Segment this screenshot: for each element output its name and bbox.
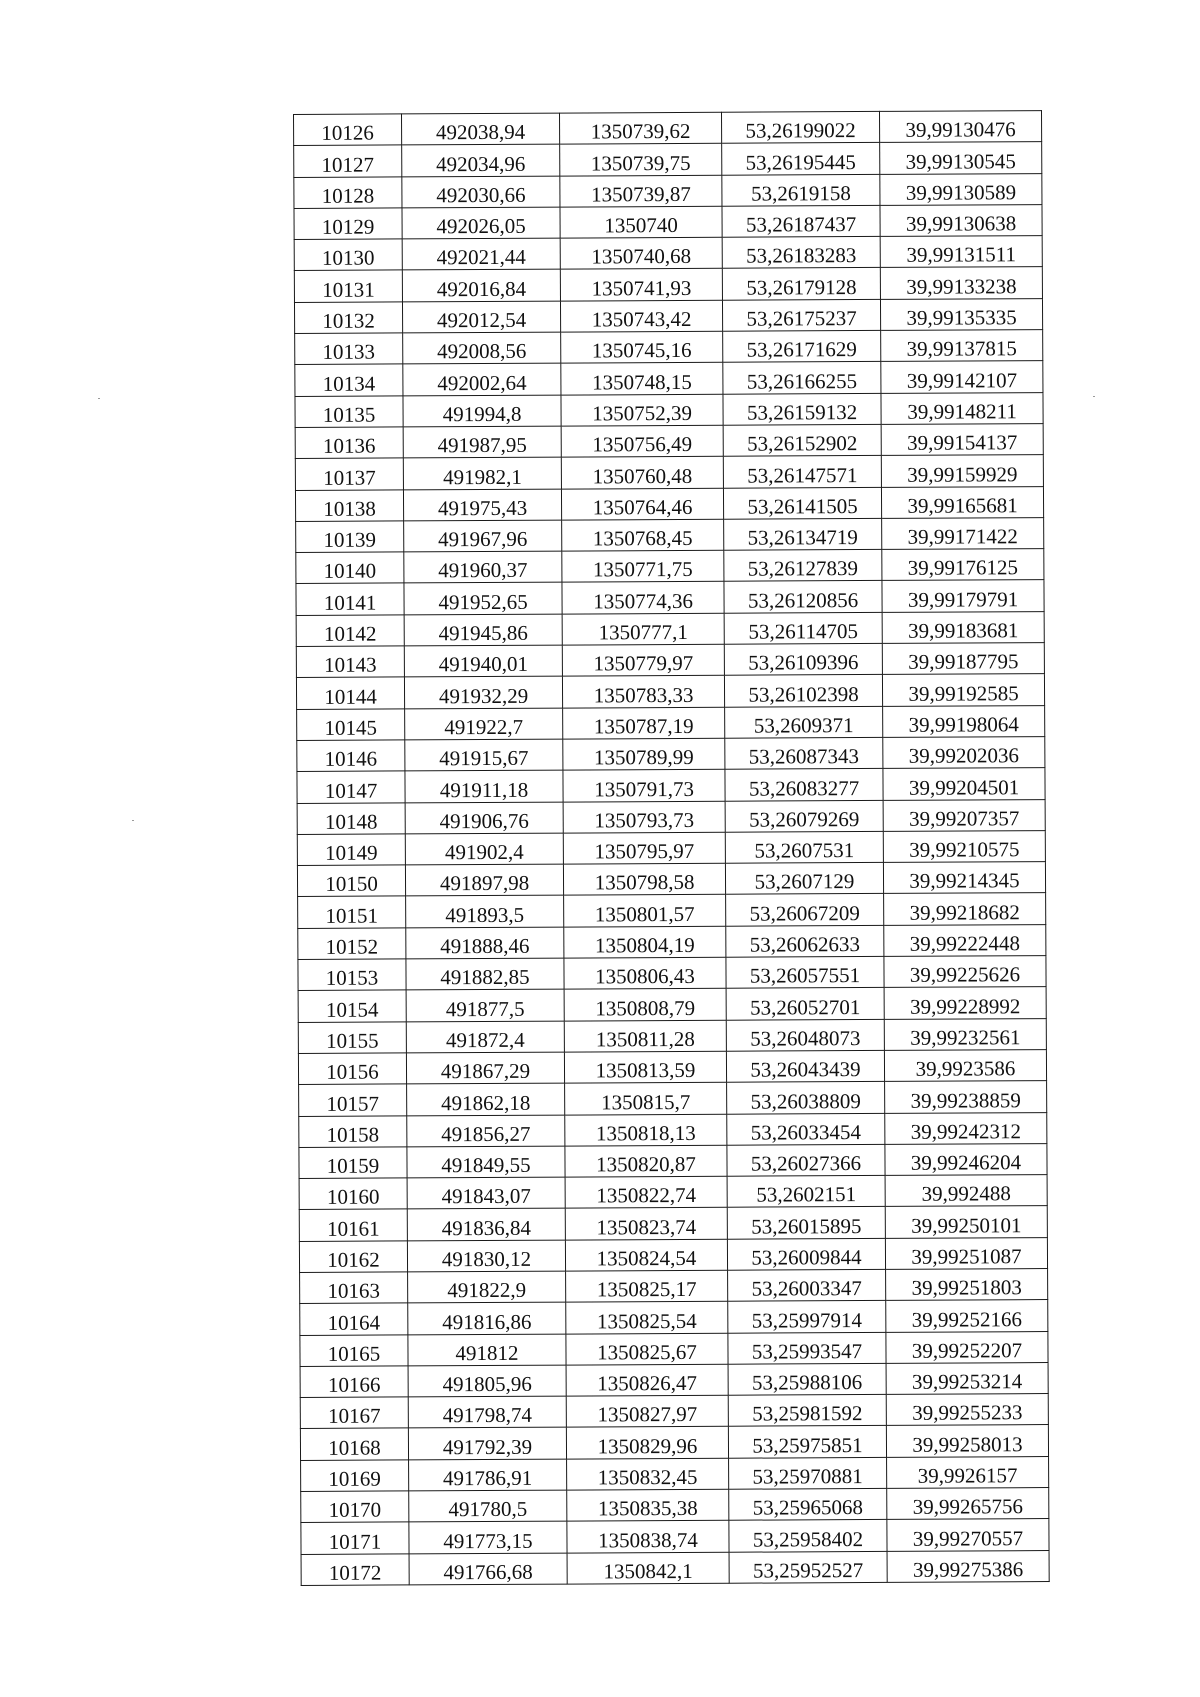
longitude-cell: 39,99165681 [881, 486, 1043, 518]
latitude-cell: 53,26147571 [723, 456, 881, 488]
latitude-cell: 53,2607129 [725, 863, 883, 895]
table-row [301, 1488, 1049, 1523]
y-coordinate-cell: 1350813,59 [564, 1051, 726, 1083]
longitude-cell: 39,99137815 [881, 330, 1043, 362]
latitude-cell: 53,2602151 [727, 1176, 885, 1208]
point-number-cell: 10169 [301, 1460, 409, 1492]
point-number-cell: 10141 [296, 583, 404, 615]
latitude-cell: 53,26057551 [726, 956, 884, 988]
latitude-cell: 53,2607531 [725, 831, 883, 863]
longitude-cell: 39,99179791 [882, 580, 1044, 612]
longitude-cell: 39,99250101 [885, 1206, 1047, 1238]
longitude-cell: 39,99246204 [885, 1143, 1047, 1175]
longitude-cell: 39,99148211 [881, 392, 1043, 424]
x-coordinate-cell: 491867,29 [406, 1052, 564, 1084]
longitude-cell: 39,99130589 [880, 173, 1042, 205]
longitude-cell: 39,99131511 [880, 236, 1042, 268]
x-coordinate-cell: 492008,56 [403, 332, 561, 364]
y-coordinate-cell: 1350808,79 [564, 989, 726, 1021]
x-coordinate-cell: 491952,65 [404, 583, 562, 615]
table-row [299, 1175, 1047, 1210]
point-number-cell: 10151 [298, 896, 406, 928]
x-coordinate-cell: 491849,55 [407, 1146, 565, 1178]
y-coordinate-cell: 1350793,73 [563, 801, 725, 833]
point-number-cell: 10139 [296, 521, 404, 553]
x-coordinate-cell: 491915,67 [405, 739, 563, 771]
x-coordinate-cell: 491877,5 [406, 989, 564, 1021]
scan-speck [132, 820, 134, 821]
y-coordinate-cell: 1350745,16 [561, 331, 723, 363]
table-row [295, 486, 1043, 521]
longitude-cell: 39,99255233 [886, 1394, 1048, 1426]
table-row [298, 1018, 1046, 1053]
table-row [300, 1362, 1048, 1397]
x-coordinate-cell: 491994,8 [403, 395, 561, 427]
latitude-cell: 53,26079269 [725, 800, 883, 832]
longitude-cell: 39,99270557 [887, 1519, 1049, 1551]
point-number-cell: 10165 [300, 1334, 408, 1366]
x-coordinate-cell: 491780,5 [409, 1490, 567, 1522]
x-coordinate-cell: 492002,64 [403, 363, 561, 395]
x-coordinate-cell: 491982,1 [403, 457, 561, 489]
longitude-cell: 39,99130545 [880, 142, 1042, 174]
y-coordinate-cell: 1350764,46 [561, 488, 723, 520]
latitude-cell: 53,26038809 [727, 1082, 885, 1114]
point-number-cell: 10143 [296, 646, 404, 678]
latitude-cell: 53,25993547 [728, 1332, 886, 1364]
longitude-cell: 39,99251803 [886, 1269, 1048, 1301]
latitude-cell: 53,26127839 [724, 550, 882, 582]
point-number-cell: 10168 [300, 1428, 408, 1460]
y-coordinate-cell: 1350842,1 [567, 1552, 729, 1584]
point-number-cell: 10140 [296, 552, 404, 584]
latitude-cell: 53,26134719 [724, 518, 882, 550]
y-coordinate-cell: 1350739,87 [560, 175, 722, 207]
x-coordinate-cell: 491967,96 [404, 520, 562, 552]
point-number-cell: 10131 [294, 270, 402, 302]
y-coordinate-cell: 1350791,73 [563, 769, 725, 801]
latitude-cell: 53,26152902 [723, 424, 881, 456]
x-coordinate-cell: 491812 [408, 1334, 566, 1366]
y-coordinate-cell: 1350801,57 [564, 895, 726, 927]
x-coordinate-cell: 491816,86 [408, 1302, 566, 1334]
longitude-cell: 39,99204501 [883, 768, 1045, 800]
point-number-cell: 10142 [296, 615, 404, 647]
point-number-cell: 10154 [298, 990, 406, 1022]
x-coordinate-cell: 491987,95 [403, 426, 561, 458]
x-coordinate-cell: 492021,44 [402, 238, 560, 270]
x-coordinate-cell: 491836,84 [407, 1208, 565, 1240]
latitude-cell: 53,26027366 [727, 1144, 885, 1176]
table-row [296, 549, 1044, 584]
table-row [301, 1456, 1049, 1491]
y-coordinate-cell: 1350760,48 [561, 457, 723, 489]
latitude-cell: 53,25965068 [729, 1488, 887, 1520]
longitude-cell: 39,99238859 [885, 1081, 1047, 1113]
y-coordinate-cell: 1350832,45 [567, 1458, 729, 1490]
y-coordinate-cell: 1350804,19 [564, 926, 726, 958]
y-coordinate-cell: 1350835,38 [567, 1489, 729, 1521]
longitude-cell: 39,99252207 [886, 1331, 1048, 1363]
point-number-cell: 10133 [295, 333, 403, 365]
longitude-cell: 39,99275386 [887, 1550, 1049, 1582]
table-row [299, 1206, 1047, 1241]
y-coordinate-cell: 1350756,49 [561, 425, 723, 457]
latitude-cell: 53,26009844 [727, 1238, 885, 1270]
y-coordinate-cell: 1350783,33 [562, 676, 724, 708]
point-number-cell: 10146 [297, 740, 405, 772]
longitude-cell: 39,99252166 [886, 1300, 1048, 1332]
longitude-cell: 39,99171422 [882, 517, 1044, 549]
longitude-cell: 39,99232561 [884, 1018, 1046, 1050]
latitude-cell: 53,26062633 [726, 925, 884, 957]
longitude-cell: 39,9926157 [887, 1456, 1049, 1488]
longitude-cell: 39,9923586 [884, 1049, 1046, 1081]
point-number-cell: 10152 [298, 928, 406, 960]
x-coordinate-cell: 491856,27 [407, 1115, 565, 1147]
point-number-cell: 10150 [297, 865, 405, 897]
table-row [296, 643, 1044, 678]
table-row [299, 1237, 1047, 1272]
longitude-cell: 39,99207357 [883, 799, 1045, 831]
table-row [294, 236, 1042, 271]
latitude-cell: 53,26067209 [726, 894, 884, 926]
y-coordinate-cell: 1350740 [560, 206, 722, 238]
y-coordinate-cell: 1350825,54 [566, 1302, 728, 1334]
x-coordinate-cell: 492012,54 [402, 301, 560, 333]
longitude-cell: 39,99218682 [884, 893, 1046, 925]
table-row [299, 1112, 1047, 1147]
table-row [294, 173, 1042, 208]
table-row [300, 1300, 1048, 1335]
y-coordinate-cell: 1350798,58 [563, 863, 725, 895]
longitude-cell: 39,99135335 [880, 298, 1042, 330]
coordinates-table-body [294, 111, 1050, 1586]
table-row [300, 1425, 1048, 1460]
table-row [294, 204, 1042, 239]
scan-speck [98, 398, 100, 399]
longitude-cell: 39,99242312 [885, 1112, 1047, 1144]
x-coordinate-cell: 491975,43 [403, 489, 561, 521]
y-coordinate-cell: 1350826,47 [566, 1364, 728, 1396]
latitude-cell: 53,26159132 [723, 393, 881, 425]
table-row [295, 455, 1043, 490]
latitude-cell: 53,26183283 [722, 237, 880, 269]
point-number-cell: 10148 [297, 802, 405, 834]
x-coordinate-cell: 491922,7 [405, 708, 563, 740]
longitude-cell: 39,99142107 [881, 361, 1043, 393]
x-coordinate-cell: 491792,39 [408, 1428, 566, 1460]
longitude-cell: 39,99253214 [886, 1362, 1048, 1394]
x-coordinate-cell: 491822,9 [408, 1271, 566, 1303]
x-coordinate-cell: 491786,91 [409, 1459, 567, 1491]
longitude-cell: 39,99265756 [887, 1488, 1049, 1520]
point-number-cell: 10166 [300, 1366, 408, 1398]
latitude-cell: 53,26175237 [722, 299, 880, 331]
x-coordinate-cell: 491843,07 [407, 1177, 565, 1209]
y-coordinate-cell: 1350829,96 [566, 1427, 728, 1459]
point-number-cell: 10132 [294, 302, 402, 334]
longitude-cell: 39,99198064 [883, 705, 1045, 737]
latitude-cell: 53,25958402 [729, 1520, 887, 1552]
y-coordinate-cell: 1350825,17 [566, 1270, 728, 1302]
table-row [300, 1394, 1048, 1429]
x-coordinate-cell: 491888,46 [406, 927, 564, 959]
point-number-cell: 10126 [294, 114, 402, 146]
y-coordinate-cell: 1350823,74 [565, 1208, 727, 1240]
point-number-cell: 10158 [299, 1115, 407, 1147]
table-row [296, 674, 1044, 709]
point-number-cell: 10149 [297, 834, 405, 866]
point-number-cell: 10155 [298, 1022, 406, 1054]
longitude-cell: 39,99154137 [881, 424, 1043, 456]
latitude-cell: 53,26171629 [723, 331, 881, 363]
point-number-cell: 10144 [296, 677, 404, 709]
y-coordinate-cell: 1350811,28 [564, 1020, 726, 1052]
latitude-cell: 53,26179128 [722, 268, 880, 300]
y-coordinate-cell: 1350787,19 [563, 707, 725, 739]
x-coordinate-cell: 492034,96 [402, 144, 560, 176]
point-number-cell: 10159 [299, 1147, 407, 1179]
y-coordinate-cell: 1350824,54 [565, 1239, 727, 1271]
x-coordinate-cell: 491960,37 [404, 551, 562, 583]
x-coordinate-cell: 491773,15 [409, 1521, 567, 1553]
point-number-cell: 10172 [301, 1554, 409, 1586]
latitude-cell: 53,2609371 [725, 706, 883, 738]
table-row [301, 1550, 1049, 1585]
table-row [297, 768, 1045, 803]
x-coordinate-cell: 491862,18 [407, 1083, 565, 1115]
longitude-cell: 39,99192585 [882, 674, 1044, 706]
x-coordinate-cell: 491940,01 [404, 645, 562, 677]
x-coordinate-cell: 491766,68 [409, 1553, 567, 1585]
x-coordinate-cell: 491911,18 [405, 770, 563, 802]
latitude-cell: 53,25970881 [729, 1457, 887, 1489]
point-number-cell: 10156 [298, 1053, 406, 1085]
table-row [294, 298, 1042, 333]
latitude-cell: 53,2619158 [722, 174, 880, 206]
latitude-cell: 53,26195445 [722, 143, 880, 175]
y-coordinate-cell: 1350743,42 [560, 300, 722, 332]
x-coordinate-cell: 491893,5 [406, 896, 564, 928]
x-coordinate-cell: 491805,96 [408, 1365, 566, 1397]
latitude-cell: 53,26052701 [726, 988, 884, 1020]
table-row [294, 267, 1042, 302]
latitude-cell: 53,26102398 [724, 675, 882, 707]
latitude-cell: 53,26109396 [724, 643, 882, 675]
table-row [301, 1519, 1049, 1554]
y-coordinate-cell: 1350806,43 [564, 957, 726, 989]
table-row [295, 392, 1043, 427]
table-row [298, 1049, 1046, 1084]
longitude-cell: 39,99176125 [882, 549, 1044, 581]
latitude-cell: 53,25988106 [728, 1363, 886, 1395]
x-coordinate-cell: 491897,98 [405, 864, 563, 896]
point-number-cell: 10163 [300, 1272, 408, 1304]
point-number-cell: 10164 [300, 1303, 408, 1335]
scan-speck [1093, 396, 1095, 397]
table-row [294, 142, 1042, 177]
table-row [297, 830, 1045, 865]
latitude-cell: 53,26114705 [724, 612, 882, 644]
point-number-cell: 10130 [294, 239, 402, 271]
y-coordinate-cell: 1350768,45 [562, 519, 724, 551]
latitude-cell: 53,26199022 [721, 111, 879, 143]
latitude-cell: 53,26083277 [725, 769, 883, 801]
x-coordinate-cell: 491932,29 [404, 676, 562, 708]
y-coordinate-cell: 1350795,97 [563, 832, 725, 864]
x-coordinate-cell: 491902,4 [405, 833, 563, 865]
latitude-cell: 53,26120856 [724, 581, 882, 613]
point-number-cell: 10134 [295, 364, 403, 396]
y-coordinate-cell: 1350838,74 [567, 1521, 729, 1553]
y-coordinate-cell: 1350820,87 [565, 1145, 727, 1177]
y-coordinate-cell: 1350739,75 [560, 144, 722, 176]
y-coordinate-cell: 1350748,15 [561, 363, 723, 395]
x-coordinate-cell: 492038,94 [402, 113, 560, 145]
longitude-cell: 39,99214345 [883, 862, 1045, 894]
x-coordinate-cell: 491872,4 [406, 1021, 564, 1053]
longitude-cell: 39,99210575 [883, 830, 1045, 862]
point-number-cell: 10136 [295, 427, 403, 459]
latitude-cell: 53,26048073 [726, 1019, 884, 1051]
table-row [295, 424, 1043, 459]
table-row [299, 1081, 1047, 1116]
longitude-cell: 39,99228992 [884, 987, 1046, 1019]
table-row [295, 330, 1043, 365]
table-row [296, 580, 1044, 615]
latitude-cell: 53,26166255 [723, 362, 881, 394]
y-coordinate-cell: 1350739,62 [559, 112, 721, 144]
point-number-cell: 10167 [300, 1397, 408, 1429]
point-number-cell: 10145 [297, 709, 405, 741]
table-row [300, 1269, 1048, 1304]
y-coordinate-cell: 1350771,75 [562, 550, 724, 582]
table-row [297, 705, 1045, 740]
x-coordinate-cell: 491882,85 [406, 958, 564, 990]
point-number-cell: 10157 [299, 1084, 407, 1116]
point-number-cell: 10160 [299, 1178, 407, 1210]
x-coordinate-cell: 491798,74 [408, 1396, 566, 1428]
y-coordinate-cell: 1350815,7 [565, 1082, 727, 1114]
point-number-cell: 10129 [294, 208, 402, 240]
longitude-cell: 39,99187795 [882, 643, 1044, 675]
y-coordinate-cell: 1350822,74 [565, 1176, 727, 1208]
point-number-cell: 10127 [294, 145, 402, 177]
point-number-cell: 10170 [301, 1491, 409, 1523]
latitude-cell: 53,26033454 [727, 1113, 885, 1145]
latitude-cell: 53,26141505 [723, 487, 881, 519]
y-coordinate-cell: 1350825,67 [566, 1333, 728, 1365]
longitude-cell: 39,99183681 [882, 611, 1044, 643]
y-coordinate-cell: 1350777,1 [562, 613, 724, 645]
latitude-cell: 53,26187437 [722, 205, 880, 237]
table-row [294, 111, 1042, 146]
longitude-cell: 39,99133238 [880, 267, 1042, 299]
latitude-cell: 53,26003347 [728, 1269, 886, 1301]
table-row [298, 987, 1046, 1022]
y-coordinate-cell: 1350774,36 [562, 582, 724, 614]
table-row [296, 517, 1044, 552]
table-row [298, 893, 1046, 928]
point-number-cell: 10138 [295, 489, 403, 521]
x-coordinate-cell: 492016,84 [402, 270, 560, 302]
latitude-cell: 53,25997914 [728, 1301, 886, 1333]
y-coordinate-cell: 1350752,39 [561, 394, 723, 426]
y-coordinate-cell: 1350818,13 [565, 1114, 727, 1146]
table-row [299, 1143, 1047, 1178]
x-coordinate-cell: 491945,86 [404, 614, 562, 646]
longitude-cell: 39,99251087 [885, 1237, 1047, 1269]
point-number-cell: 10153 [298, 959, 406, 991]
table-row [298, 956, 1046, 991]
latitude-cell: 53,26043439 [726, 1050, 884, 1082]
longitude-cell: 39,99225626 [884, 956, 1046, 988]
table-row [296, 611, 1044, 646]
latitude-cell: 53,25981592 [728, 1395, 886, 1427]
longitude-cell: 39,99130638 [880, 204, 1042, 236]
x-coordinate-cell: 492030,66 [402, 176, 560, 208]
point-number-cell: 10161 [299, 1209, 407, 1241]
table-row [297, 737, 1045, 772]
coordinates-table-container [293, 110, 1049, 1586]
y-coordinate-cell: 1350741,93 [560, 269, 722, 301]
x-coordinate-cell: 492026,05 [402, 207, 560, 239]
y-coordinate-cell: 1350779,97 [562, 644, 724, 676]
longitude-cell: 39,99222448 [884, 924, 1046, 956]
latitude-cell: 53,26015895 [727, 1207, 885, 1239]
point-number-cell: 10147 [297, 771, 405, 803]
table-row [295, 361, 1043, 396]
table-row [297, 799, 1045, 834]
longitude-cell: 39,99130476 [879, 111, 1041, 143]
point-number-cell: 10137 [295, 458, 403, 490]
point-number-cell: 10162 [299, 1241, 407, 1273]
coordinates-table [293, 110, 1050, 1586]
y-coordinate-cell: 1350740,68 [560, 237, 722, 269]
y-coordinate-cell: 1350827,97 [566, 1395, 728, 1427]
latitude-cell: 53,26087343 [725, 737, 883, 769]
latitude-cell: 53,25975851 [728, 1426, 886, 1458]
point-number-cell: 10128 [294, 177, 402, 209]
x-coordinate-cell: 491906,76 [405, 802, 563, 834]
longitude-cell: 39,992488 [885, 1175, 1047, 1207]
longitude-cell: 39,99258013 [886, 1425, 1048, 1457]
x-coordinate-cell: 491830,12 [407, 1240, 565, 1272]
table-row [297, 862, 1045, 897]
point-number-cell: 10171 [301, 1522, 409, 1554]
longitude-cell: 39,99159929 [881, 455, 1043, 487]
table-row [298, 924, 1046, 959]
latitude-cell: 53,25952527 [729, 1551, 887, 1583]
longitude-cell: 39,99202036 [883, 737, 1045, 769]
table-row [300, 1331, 1048, 1366]
point-number-cell: 10135 [295, 396, 403, 428]
y-coordinate-cell: 1350789,99 [563, 738, 725, 770]
